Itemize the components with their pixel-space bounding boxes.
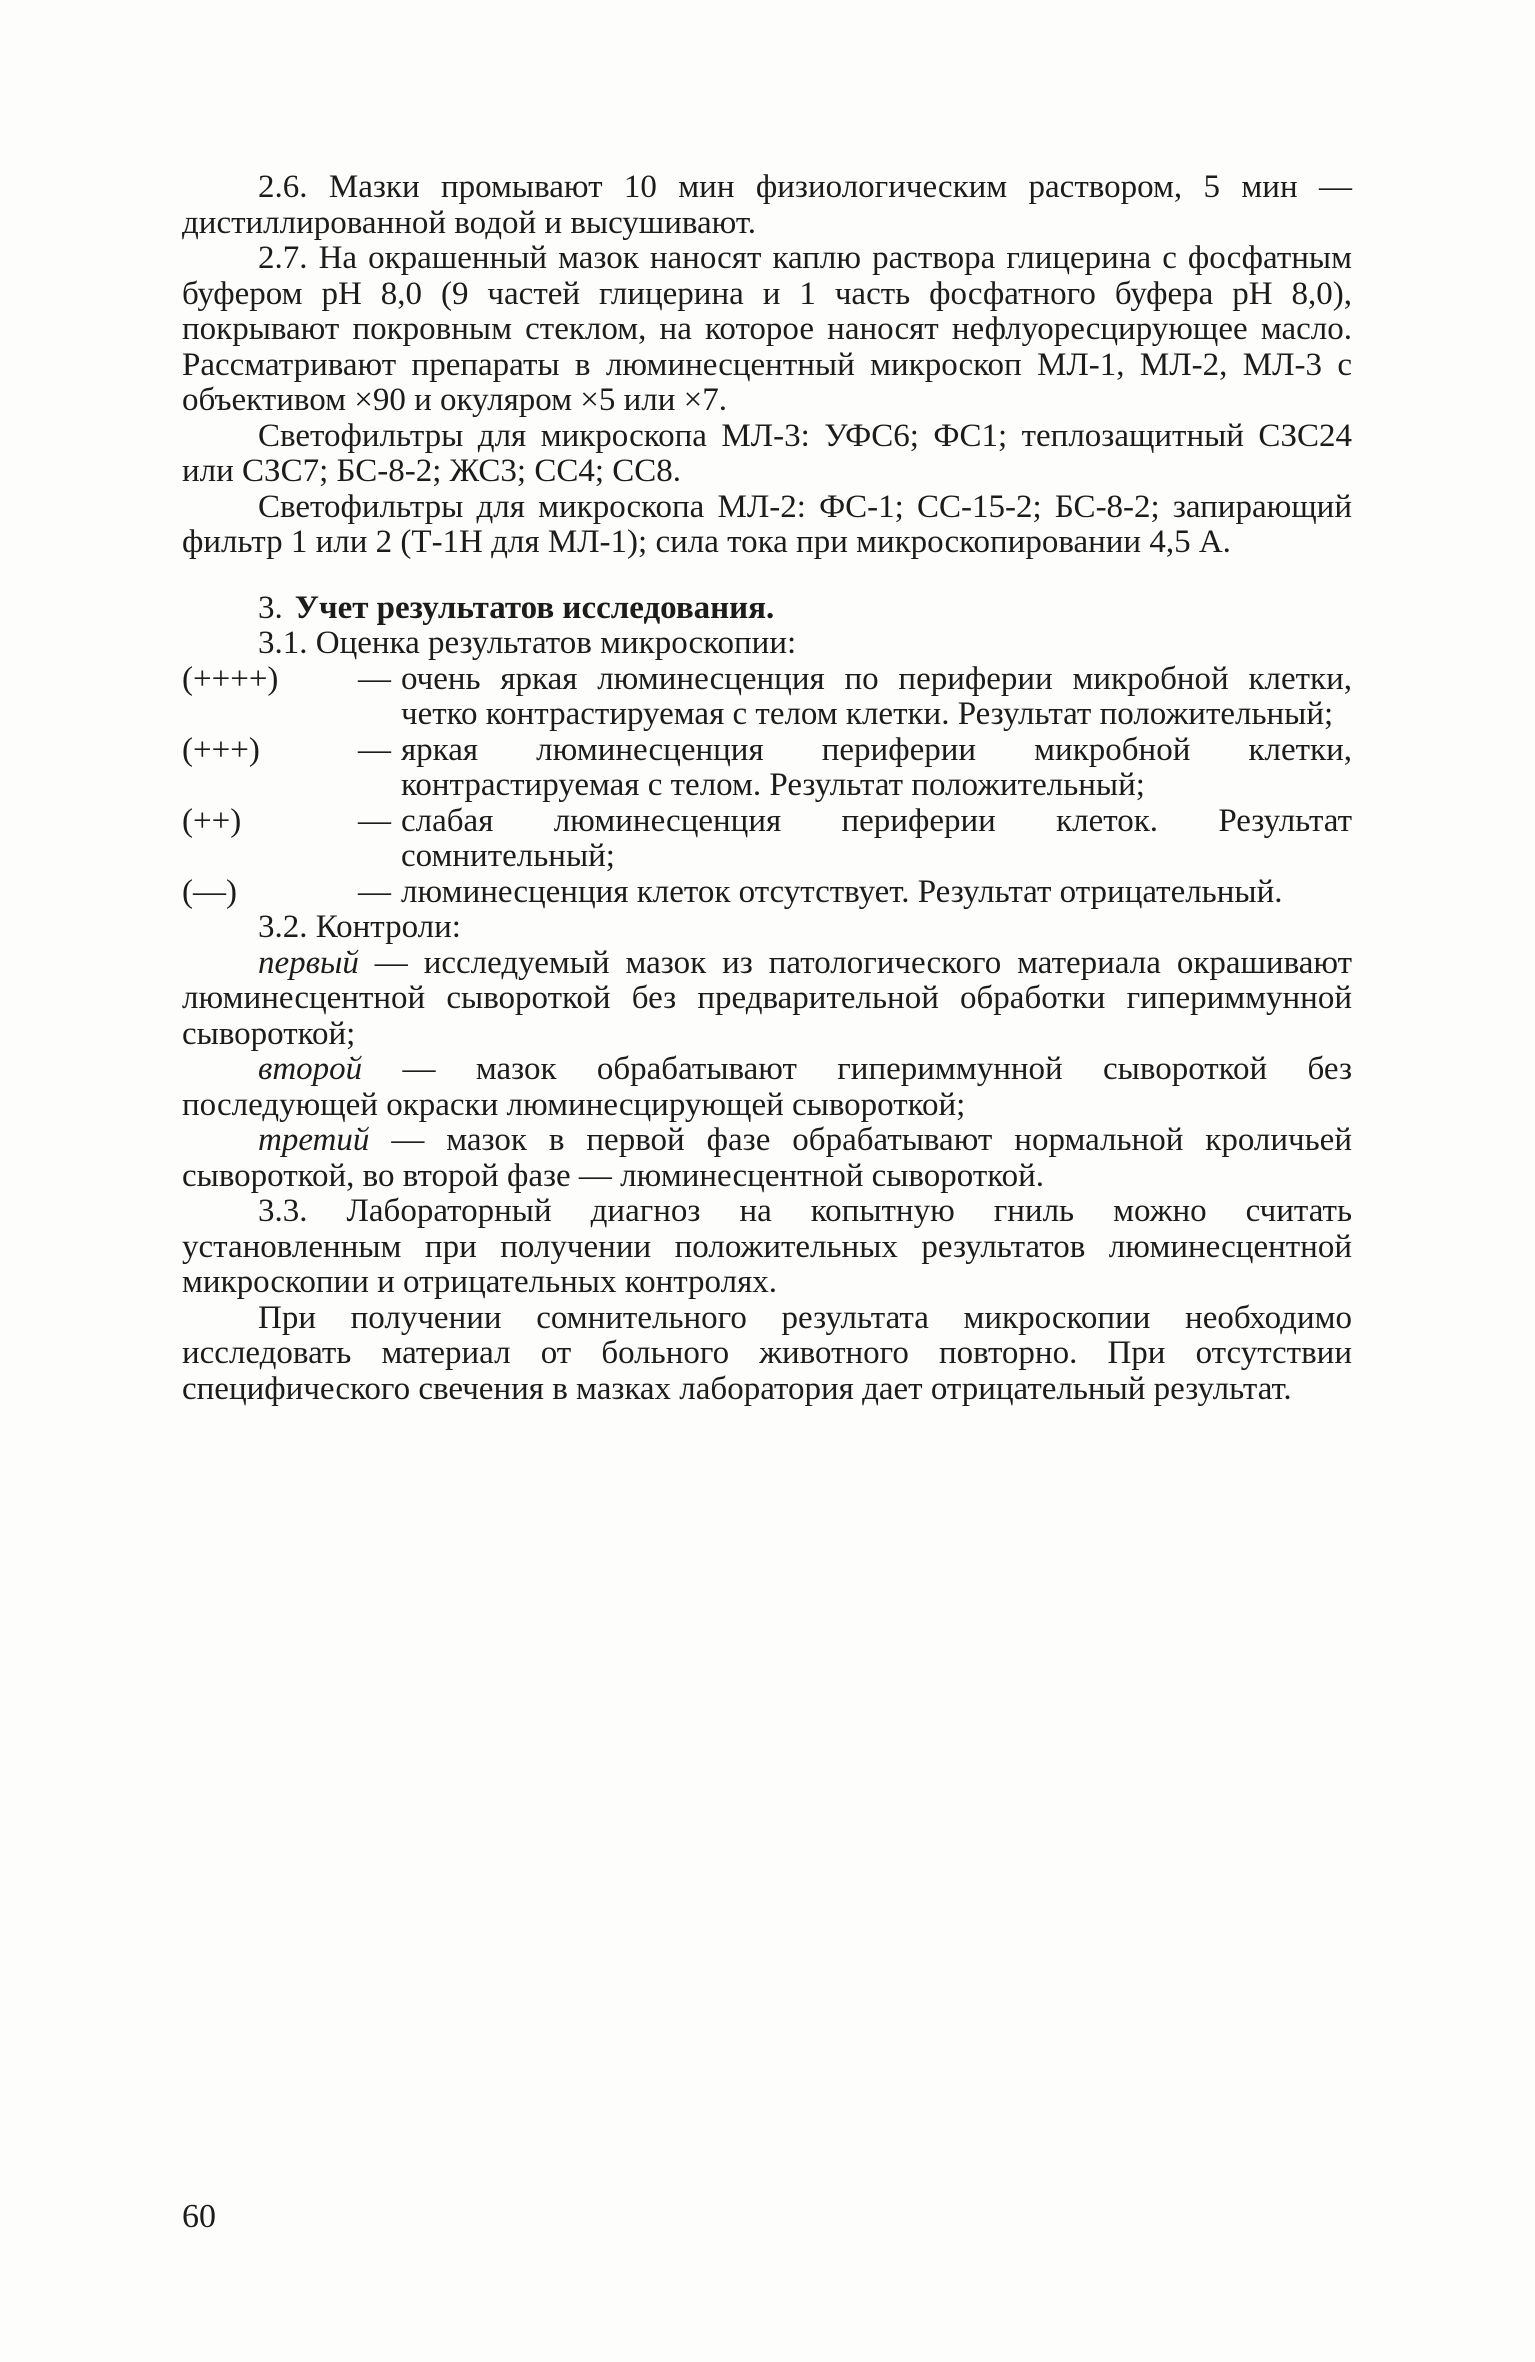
- control-text: — мазок в первой фазе обрабатывают нормальной кроличьей сывороткой, во второй фазе — люминесцентной сывороткой.: [182, 1122, 1352, 1194]
- grade-description: очень яркая люминесценция по периферии микробной клетки, четко контрастируемая с телом клетки. Результат положительный;: [401, 660, 1352, 732]
- paragraph-final: При получении сомнительного результата микроскопии необходимо исследовать материал от больного животного повторно. При отсутствии специфического свечения в мазках лаборатория дает отрицательный результат.: [182, 1299, 1352, 1407]
- grade-description: слабая люминесценция периферии клеток. Результат сомнительный;: [401, 802, 1352, 874]
- control-third: [182, 1123, 1352, 1194]
- grade-symbol: (++++): [182, 660, 279, 697]
- grade-description: люминесценция клеток отсутствует. Результат отрицательный.: [401, 873, 1283, 910]
- paragraph-2-6: 2.6. Мазки промывают 10 мин физиологическим раствором, 5 мин — дистиллированной водой и высушивают.: [182, 169, 1352, 241]
- grade-row: [182, 875, 1352, 911]
- control-text: — исследуемый мазок из патологического материала окрашивают люминесцентной сывороткой без предварительной обработки гипериммунной сывороткой;: [182, 944, 1352, 1052]
- control-first: [182, 946, 1352, 1053]
- page-number: 60: [182, 2198, 216, 2235]
- section-number: 3.: [258, 589, 283, 626]
- subsection-3-1: 3.1. Оценка результатов микроскопии:: [258, 625, 797, 661]
- grade-row: [182, 733, 1352, 804]
- grading-list: [182, 662, 1352, 911]
- grade-dash: —: [358, 802, 391, 839]
- grade-dash: —: [358, 873, 391, 910]
- subsection-3-2: 3.2. Контроли:: [258, 909, 461, 945]
- paragraph-filters-ml2: Светофильтры для микроскопа МЛ-2: ФС-1; СС-15-2; БС-8-2; запирающий фильтр 1 или 2 (Т-1Н для МЛ-1); сила тока при микроскопировании 4,5 А.: [182, 488, 1352, 560]
- paragraph-filters-ml3: Светофильтры для микроскопа МЛ-3: УФС6; ФС1; теплозащитный СЗС24 или СЗС7; БС-8-2; ЖС3; СС4; СС8.: [182, 417, 1352, 489]
- grade-symbol: (+++): [182, 731, 260, 768]
- grade-dash: —: [358, 660, 391, 697]
- section-heading: [182, 591, 1352, 627]
- grade-symbol: (—): [182, 873, 237, 910]
- control-term: третий: [258, 1122, 370, 1158]
- grade-row: [182, 804, 1352, 875]
- control-second: [182, 1052, 1352, 1123]
- grade-symbol: (++): [182, 802, 242, 839]
- paragraph-2-7: 2.7. На окрашенный мазок наносят каплю раствора глицерина с фосфатным буфером pH 8,0 (9 частей глицерина и 1 часть фосфатного буфера pH 8,0), покрывают покровным стеклом, на которое наносят нефлуоресцирующее масло. Рассматривают препараты в люминесцентный микроскоп МЛ-1, МЛ-2, МЛ-3 с объективом ×90 и окуляром ×5 или ×7.: [182, 240, 1352, 418]
- grade-row: [182, 662, 1352, 733]
- control-term: второй: [258, 1051, 363, 1087]
- subsection-3-3: 3.3. Лабораторный диагноз на копытную гниль можно считать установленным при получении положительных результатов люминесцентной микроскопии и отрицательных контролях.: [182, 1193, 1352, 1300]
- control-text: — мазок обрабатывают гипериммунной сывороткой без последующей окраски люминесцирующей сывороткой;: [182, 1051, 1352, 1123]
- grade-description: яркая люминесценция периферии микробной клетки, контрастируемая с телом. Результат положительный;: [401, 731, 1352, 803]
- grade-dash: —: [358, 731, 391, 768]
- section-title: Учет результатов исследования.: [294, 589, 775, 626]
- control-term: первый: [258, 944, 359, 981]
- page-body: [182, 170, 1352, 1407]
